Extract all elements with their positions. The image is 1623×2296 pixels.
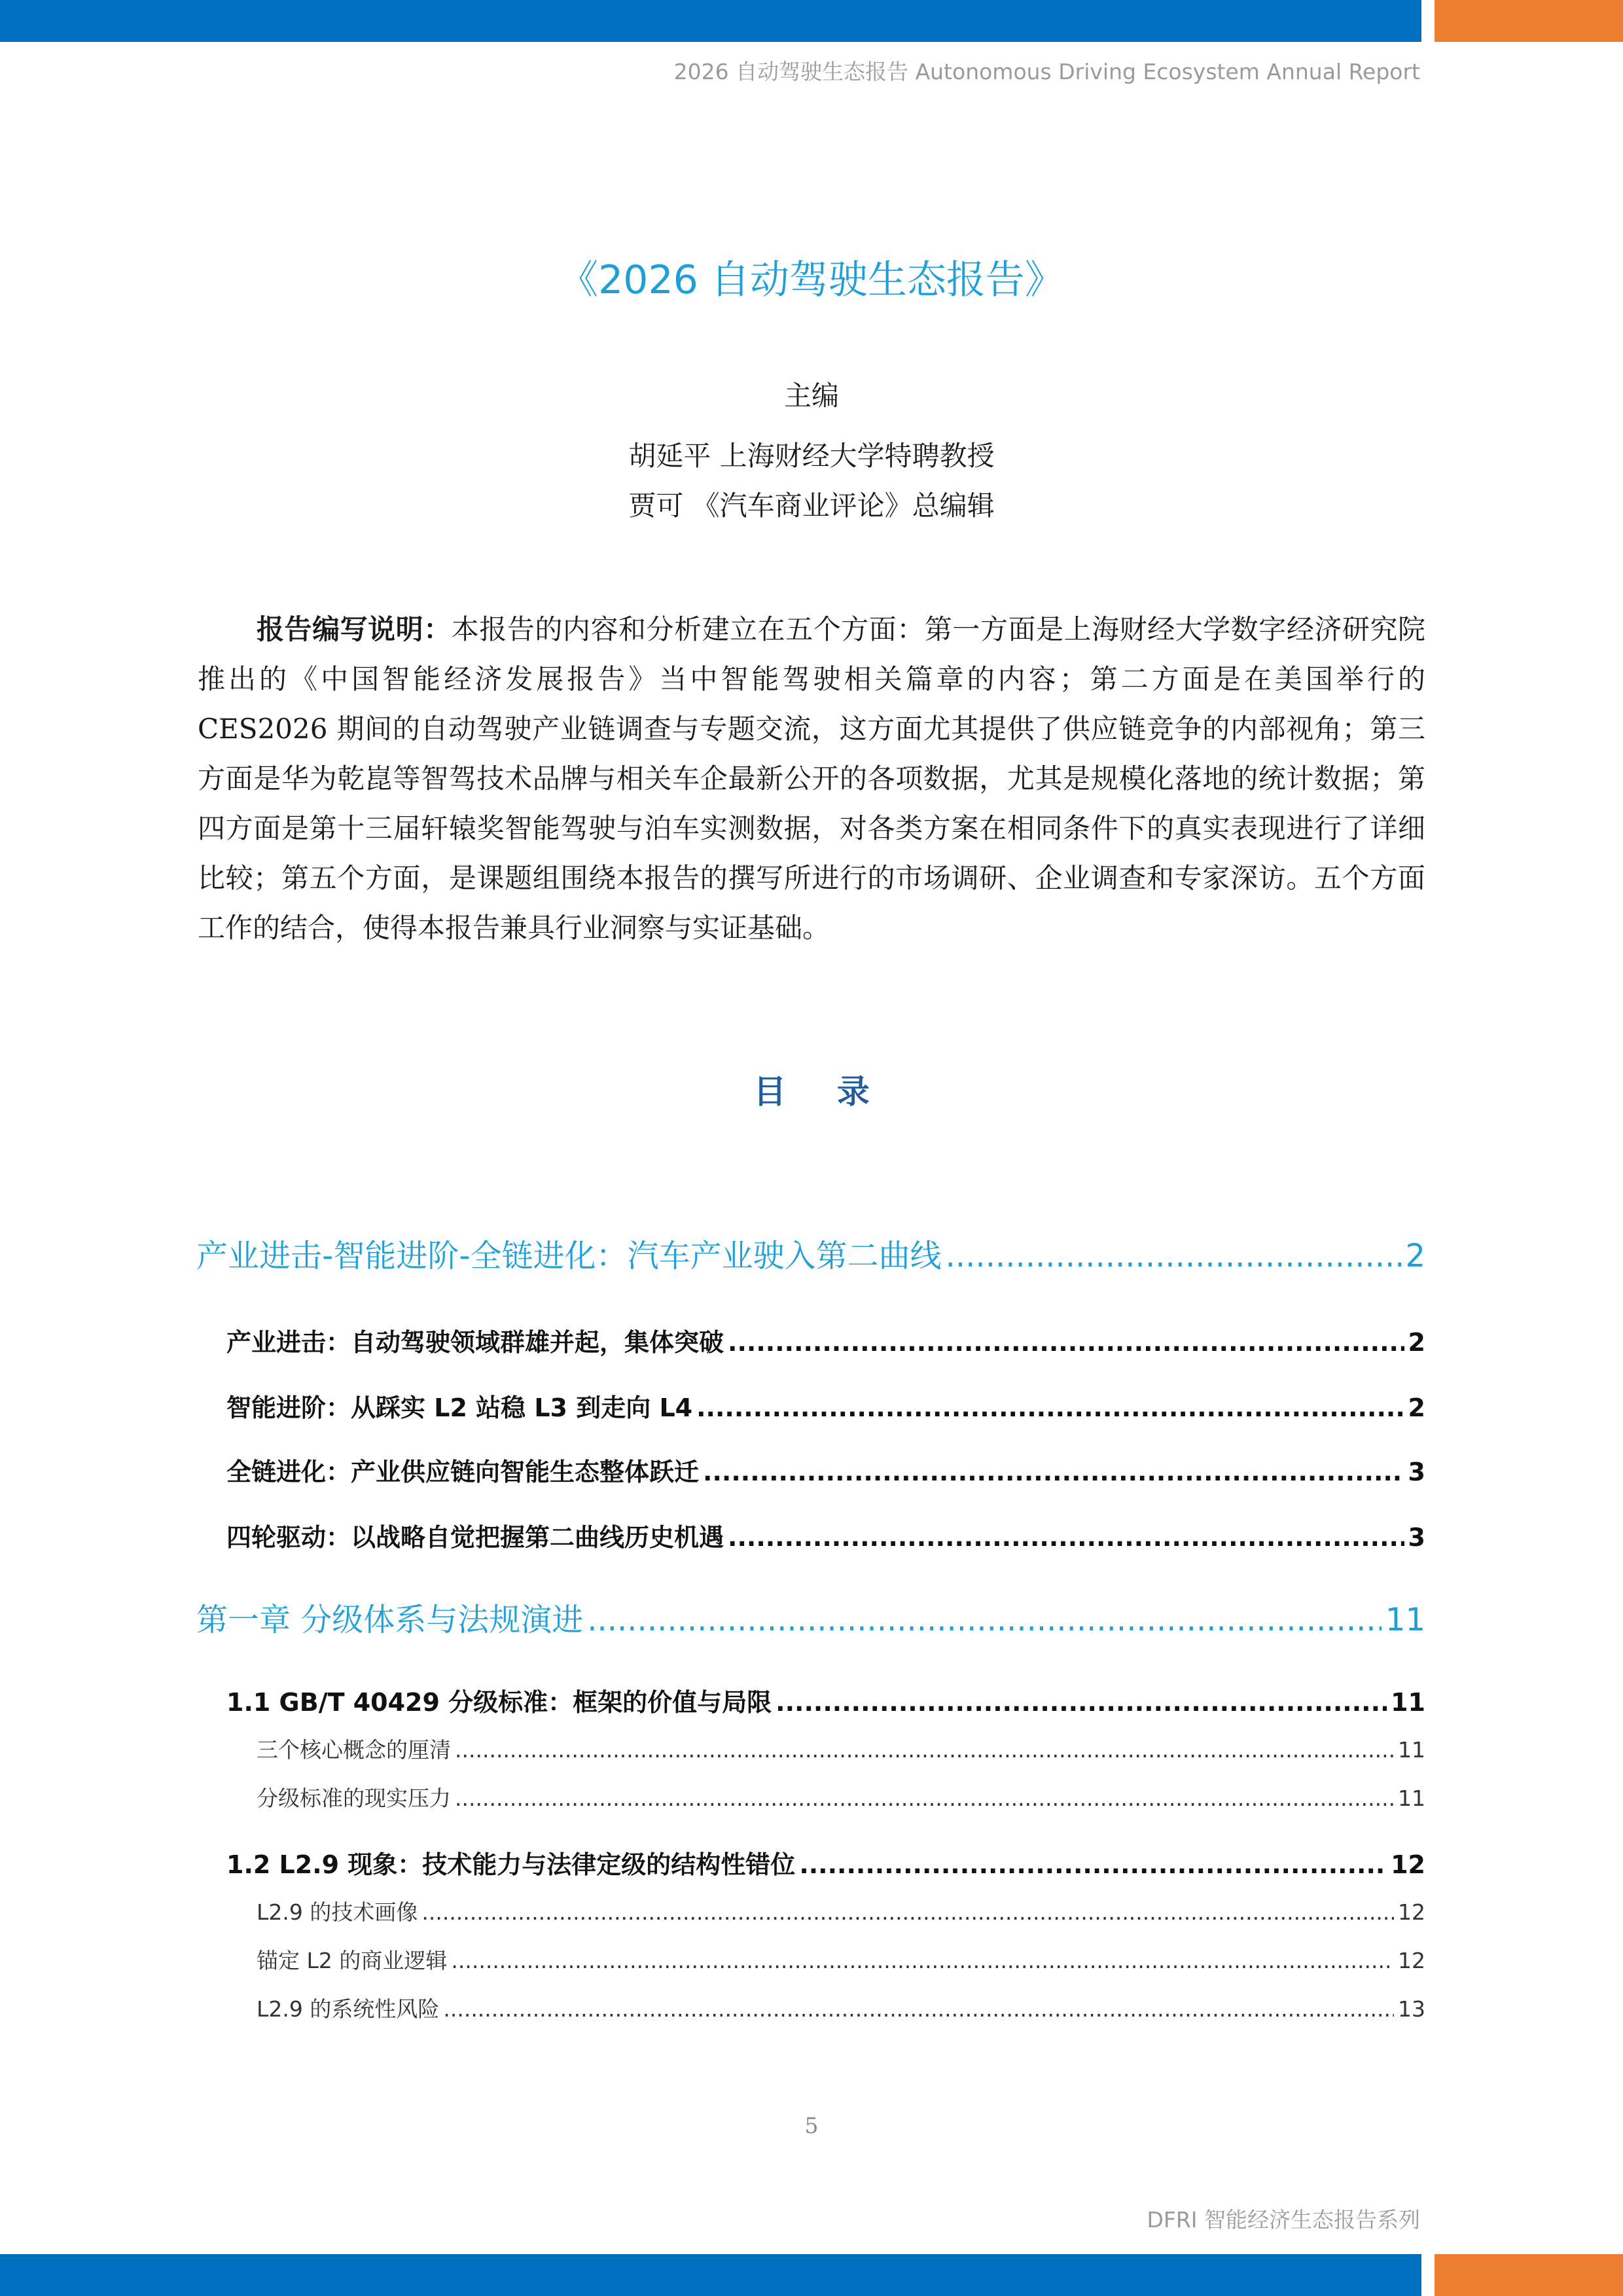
toc-entry-level3[interactable] xyxy=(257,1782,1425,1812)
toc-leader-dots xyxy=(799,1850,1387,1879)
toc-entry-title: 1.1 GB/T 40429 分级标准：框架的价值与局限 xyxy=(226,1688,772,1717)
toc-entry-level1[interactable] xyxy=(196,1594,1425,1640)
toc-entry-title: 第一章 分级体系与法规演进 xyxy=(196,1602,584,1638)
toc-leader-dots xyxy=(703,1458,1404,1486)
toc-leader-dots xyxy=(696,1393,1404,1422)
toc-entry-level2[interactable] xyxy=(226,1322,1425,1358)
bottom-orange-bar xyxy=(1435,2254,1623,2296)
toc-entry-page: 11 xyxy=(1398,1737,1425,1763)
toc-entry-title: 产业进击-智能进阶-全链进化：汽车产业驶入第二曲线 xyxy=(196,1238,942,1274)
toc-entry-page: 12 xyxy=(1391,1850,1425,1879)
toc-entry-page: 11 xyxy=(1391,1688,1425,1717)
toc-leader-dots xyxy=(421,1899,1394,1925)
editor-line-1: 胡延平 上海财经大学特聘教授 xyxy=(628,440,995,472)
running-header: 2026 自动驾驶生态报告 Autonomous Driving Ecosystem Annual Report xyxy=(673,59,1420,84)
toc-leader-dots xyxy=(728,1328,1404,1357)
toc-entry-title: 锚定 L2 的商业逻辑 xyxy=(257,1948,448,1973)
toc-entry-title: 分级标准的现实压力 xyxy=(257,1785,451,1811)
toc-entry-page: 13 xyxy=(1398,1996,1425,2022)
toc-entry-title: 全链进化：产业供应链向智能生态整体跃迁 xyxy=(226,1458,700,1486)
toc-leader-dots xyxy=(728,1523,1404,1552)
page-number: 5 xyxy=(804,2113,819,2138)
running-footer: DFRI 智能经济生态报告系列 xyxy=(1147,2207,1420,2233)
toc-entry-page: 12 xyxy=(1398,1899,1425,1925)
toc-entry-level2[interactable] xyxy=(226,1452,1425,1488)
intro-label: 报告编写说明： xyxy=(257,613,452,645)
toc-entry-title: 智能进阶：从踩实 L2 站稳 L3 到走向 L4 xyxy=(226,1393,693,1422)
toc-entry-page: 11 xyxy=(1385,1602,1425,1638)
toc-entry-level2[interactable] xyxy=(226,1388,1425,1424)
toc-entry-page: 12 xyxy=(1398,1948,1425,1973)
toc-entry-title: L2.9 的系统性风险 xyxy=(257,1996,440,2022)
toc-entry-title: L2.9 的技术画像 xyxy=(257,1899,418,1925)
toc-entry-page: 11 xyxy=(1398,1785,1425,1811)
intro-paragraph xyxy=(198,605,1425,953)
toc-entry-level3[interactable] xyxy=(257,1895,1425,1926)
toc-leader-dots xyxy=(776,1688,1387,1717)
toc-entry-level1[interactable] xyxy=(196,1230,1425,1276)
toc-leader-dots xyxy=(455,1785,1394,1811)
toc-entry-page: 3 xyxy=(1408,1458,1425,1486)
toc-entry-level3[interactable] xyxy=(257,1992,1425,2023)
editor-label: 主编 xyxy=(783,380,839,412)
intro-text: 本报告的内容和分析建立在五个方面：第一方面是上海财经大学数字经济研究院推出的《中国智能经济发展报告》当中智能驾驶相关篇章的内容；第二方面是在美国举行的 CES2026 期间的自动驾驶产业链调查与专题交流，这方面尤其提供了供应链竞争的内部视角；第三方面是华为乾崑等智驾技术品牌与相关车企最新公开的各项数据，尤其是规模化落地的统计数据；第四方面是第十三届轩辕奖智能驾驶与泊车实测数据，对各类方案在相同条件下的真实表现进行了详细比较；第五个方面，是课题组围绕本报告的撰写所进行的市场调研、企业调查和专家深访。五个方面工作的结合，使得本报告兼具行业洞察与实证基础。 xyxy=(198,613,1425,944)
toc-leader-dots xyxy=(451,1948,1394,1973)
document-title: 《2026 自动驾驶生态报告》 xyxy=(559,257,1064,303)
toc-leader-dots xyxy=(946,1238,1402,1274)
toc-entry-level3[interactable] xyxy=(257,1944,1425,1975)
toc-heading: 目 录 xyxy=(753,1073,889,1111)
toc-entry-page: 2 xyxy=(1408,1328,1425,1357)
toc-entry-page: 2 xyxy=(1405,1238,1425,1274)
toc-entry-title: 产业进击：自动驾驶领域群雄并起，集体突破 xyxy=(226,1328,724,1357)
toc-entry-level2[interactable] xyxy=(226,1517,1425,1553)
toc-entry-level3[interactable] xyxy=(257,1733,1425,1764)
toc-entry-title: 1.2 L2.9 现象：技术能力与法律定级的结构性错位 xyxy=(226,1850,796,1879)
toc-leader-dots xyxy=(455,1737,1394,1763)
toc-entry-title: 三个核心概念的厘清 xyxy=(257,1737,451,1763)
toc-leader-dots xyxy=(587,1602,1382,1638)
top-orange-bar xyxy=(1435,0,1623,42)
toc-entry-page: 2 xyxy=(1408,1393,1425,1422)
editor-line-2: 贾可 《汽车商业评论》总编辑 xyxy=(628,490,995,522)
toc-entry-level2[interactable] xyxy=(226,1682,1425,1718)
toc-entry-level2[interactable] xyxy=(226,1844,1425,1880)
toc-leader-dots xyxy=(443,1996,1394,2022)
toc-entry-title: 四轮驱动：以战略自觉把握第二曲线历史机遇 xyxy=(226,1523,724,1552)
top-blue-bar xyxy=(0,0,1421,42)
toc-entry-page: 3 xyxy=(1408,1523,1425,1552)
bottom-blue-bar xyxy=(0,2254,1421,2296)
